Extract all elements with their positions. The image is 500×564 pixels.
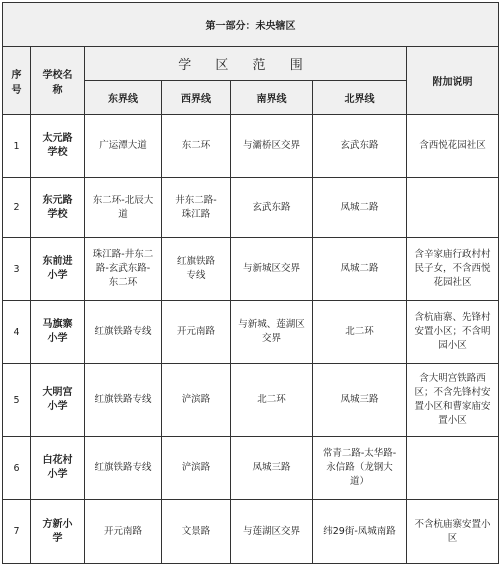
row-east-boundary: 广运潭大道 xyxy=(85,115,162,178)
table-row xyxy=(3,301,499,364)
row-index: 6 xyxy=(3,437,31,500)
row-note xyxy=(407,178,499,238)
row-north-boundary: 常青二路-太华路- 永信路（龙钢大 道） xyxy=(313,437,407,500)
table-row xyxy=(3,238,499,301)
header-index: 序 号 xyxy=(3,47,31,115)
row-north-boundary: 凤城二路 xyxy=(313,178,407,238)
row-west-boundary: 红旗铁路 专线 xyxy=(162,238,231,301)
row-south-boundary: 玄武东路 xyxy=(231,178,313,238)
row-index: 2 xyxy=(3,178,31,238)
row-east-boundary: 红旗铁路专线 xyxy=(85,301,162,364)
school-district-table xyxy=(2,2,499,564)
row-school-name: 马旗寨 小学 xyxy=(31,301,85,364)
row-west-boundary: 开元南路 xyxy=(162,301,231,364)
row-north-boundary: 凤城三路 xyxy=(313,364,407,437)
header-range: 学 区 范 围 xyxy=(85,47,407,81)
row-west-boundary: 浐滨路 xyxy=(162,437,231,500)
row-north-boundary: 玄武东路 xyxy=(313,115,407,178)
row-west-boundary: 浐滨路 xyxy=(162,364,231,437)
row-west-boundary: 文景路 xyxy=(162,500,231,564)
header-note: 附加说明 xyxy=(407,47,499,115)
table-row xyxy=(3,178,499,238)
row-index: 3 xyxy=(3,238,31,301)
row-note: 不含杭庙寨安置小 区 xyxy=(407,500,499,564)
row-south-boundary: 与莲湖区交界 xyxy=(231,500,313,564)
row-east-boundary: 红旗铁路专线 xyxy=(85,364,162,437)
row-school-name: 大明宫 小学 xyxy=(31,364,85,437)
row-school-name: 东元路 学校 xyxy=(31,178,85,238)
row-note xyxy=(407,437,499,500)
row-south-boundary: 与新城区交界 xyxy=(231,238,313,301)
row-north-boundary: 纬29街-凤城南路 xyxy=(313,500,407,564)
row-index: 4 xyxy=(3,301,31,364)
row-school-name: 东前进 小学 xyxy=(31,238,85,301)
row-east-boundary: 东二环-北辰大 道 xyxy=(85,178,162,238)
header-east: 东界线 xyxy=(85,81,162,115)
row-index: 5 xyxy=(3,364,31,437)
row-index: 1 xyxy=(3,115,31,178)
row-north-boundary: 北二环 xyxy=(313,301,407,364)
row-south-boundary: 与灞桥区交界 xyxy=(231,115,313,178)
row-east-boundary: 珠江路-井东二 路-玄武东路- 东二环 xyxy=(85,238,162,301)
row-index: 7 xyxy=(3,500,31,564)
table-row xyxy=(3,437,499,500)
row-south-boundary: 凤城三路 xyxy=(231,437,313,500)
row-school-name: 方新小 学 xyxy=(31,500,85,564)
row-note: 含辛家庙行政村村 民子女，不含西悦 花园社区 xyxy=(407,238,499,301)
table-title: 第一部分：未央辖区 xyxy=(3,3,499,47)
row-west-boundary: 井东二路- 珠江路 xyxy=(162,178,231,238)
row-east-boundary: 开元南路 xyxy=(85,500,162,564)
row-north-boundary: 凤城二路 xyxy=(313,238,407,301)
header-south: 南界线 xyxy=(231,81,313,115)
table-body xyxy=(3,115,499,564)
row-note: 含杭庙寨、先锋村 安置小区；不含明 园小区 xyxy=(407,301,499,364)
row-south-boundary: 与新城、莲湖区 交界 xyxy=(231,301,313,364)
header-north: 北界线 xyxy=(313,81,407,115)
row-south-boundary: 北二环 xyxy=(231,364,313,437)
table-row xyxy=(3,115,499,178)
row-note: 含大明宫铁路西 区；不含先锋村安 置小区和曹家庙安 置小区 xyxy=(407,364,499,437)
row-note: 含西悦花园社区 xyxy=(407,115,499,178)
row-east-boundary: 红旗铁路专线 xyxy=(85,437,162,500)
header-school: 学校名 称 xyxy=(31,47,85,115)
row-west-boundary: 东二环 xyxy=(162,115,231,178)
row-school-name: 太元路 学校 xyxy=(31,115,85,178)
table-row xyxy=(3,500,499,564)
row-school-name: 白花村 小学 xyxy=(31,437,85,500)
table-row xyxy=(3,364,499,437)
header-west: 西界线 xyxy=(162,81,231,115)
